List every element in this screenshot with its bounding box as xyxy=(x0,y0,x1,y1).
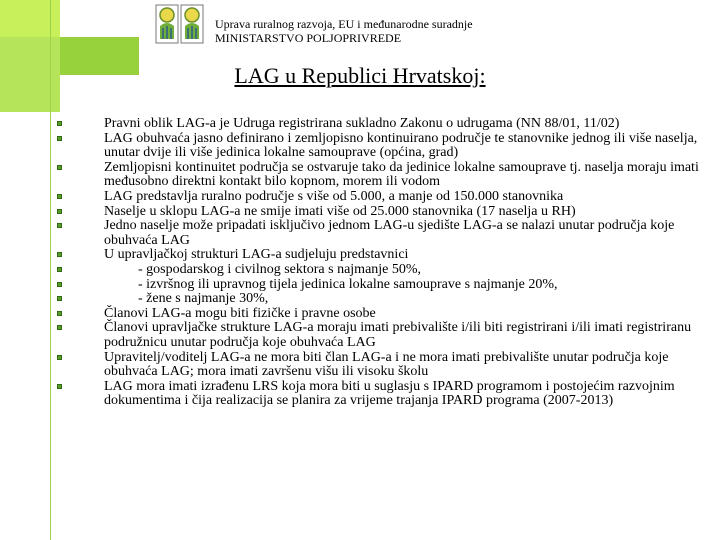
bullet-icon xyxy=(57,282,62,287)
bullet-icon xyxy=(57,136,62,141)
list-item-text: LAG mora imati izrađenu LRS koja mora biti u suglasju s IPARD programom i postojećim razvojnim dokumentima i čija realizacija se planira za vrijeme trajanja IPARD programa (2007-2013) xyxy=(104,378,675,409)
list-item-text: Članovi upravljačke strukture LAG-a moraju imati prebivalište i/ili biti registrirani i/ili imati registriranu podružnicu unutar područja koje obuhvaća LAG xyxy=(104,320,692,350)
header-line: Uprava ruralnog razvoja, EU i međunarodne suradnje xyxy=(215,17,473,31)
list-item-text: LAG obuhvaća jasno definirano i zemljopisno kontinuirano područje te stanovnike jednog ili više naselja, unutar dvije ili više jedinica lokalne samouprave (općina, grad) xyxy=(104,130,698,161)
bullet-icon xyxy=(57,252,62,257)
bullet-icon xyxy=(57,384,62,389)
bullet-list xyxy=(0,117,720,409)
list-item xyxy=(0,132,720,161)
list-item-text: Naselje u sklopu LAG-a ne smije imati više od 25.000 stanovnika (17 naselja u RH) xyxy=(104,203,576,219)
list-item-text: Upravitelj/voditelj LAG-a ne mora biti član LAG-a i ne mora imati prebivalište unutar područja koje obuhvaća LAG; mora imati završenu višu ili visoku školu xyxy=(104,349,669,380)
list-item xyxy=(0,248,720,263)
list-item xyxy=(0,190,720,205)
list-item xyxy=(0,117,720,132)
header-line: MINISTARSTVO POLJOPRIVREDE xyxy=(215,31,402,45)
bullet-icon xyxy=(57,311,62,316)
list-item xyxy=(0,278,720,293)
decor-square xyxy=(0,0,60,37)
list-item-text: Zemljopisni kontinuitet područja se ostvaruje tako da jedinice lokalne samouprave tj. naselja moraju imati međusobno direktni kontakt bilo kopnom, morem ili vodom xyxy=(104,159,699,190)
bullet-icon xyxy=(57,296,62,301)
list-item xyxy=(0,351,720,380)
list-item xyxy=(0,292,720,307)
list-item-text: U upravljačkoj strukturi LAG-a sudjeluju predstavnici xyxy=(104,247,409,263)
decor-square xyxy=(60,0,139,37)
list-item-text: LAG predstavlja ruralno područje s više od 5.000, a manje od 150.000 stanovnika xyxy=(104,188,564,204)
list-item-text: - gospodarskog i civilnog sektora s najmanje 50%, xyxy=(138,261,422,277)
bullet-icon xyxy=(57,355,62,360)
list-item xyxy=(0,161,720,190)
ministry-logo-icon xyxy=(155,4,179,44)
list-item-text: - izvršnog ili upravnog tijela jedinica lokalne samouprave s najmanje 20%, xyxy=(138,276,558,292)
list-item-text: - žene s najmanje 30%, xyxy=(138,291,269,307)
bullet-icon xyxy=(57,209,62,214)
header xyxy=(215,17,473,45)
bullet-icon xyxy=(57,194,62,199)
list-item xyxy=(0,205,720,220)
bullet-icon xyxy=(57,325,62,330)
bullet-icon xyxy=(57,223,62,228)
bullet-icon xyxy=(57,121,62,126)
bullet-icon xyxy=(57,267,62,272)
bullet-icon xyxy=(57,165,62,170)
list-item xyxy=(0,380,720,409)
list-item xyxy=(0,263,720,278)
list-item xyxy=(0,321,720,350)
list-item-text: Jedno naselje može pripadati isključivo jednom LAG-u sjedište LAG-a se nalazi unutar područja koje obuhvaća LAG xyxy=(104,218,675,248)
list-item xyxy=(0,219,720,248)
ministry-logo-icon xyxy=(180,4,204,44)
list-item-text: Pravni oblik LAG-a je Udruga registrirana sukladno Zakonu o udrugama (NN 88/01, 11/02) xyxy=(104,116,620,131)
list-item-text: Članovi LAG-a mogu biti fizičke i pravne osobe xyxy=(104,305,376,321)
page-title: LAG u Republici Hrvatskoj: xyxy=(234,63,486,88)
